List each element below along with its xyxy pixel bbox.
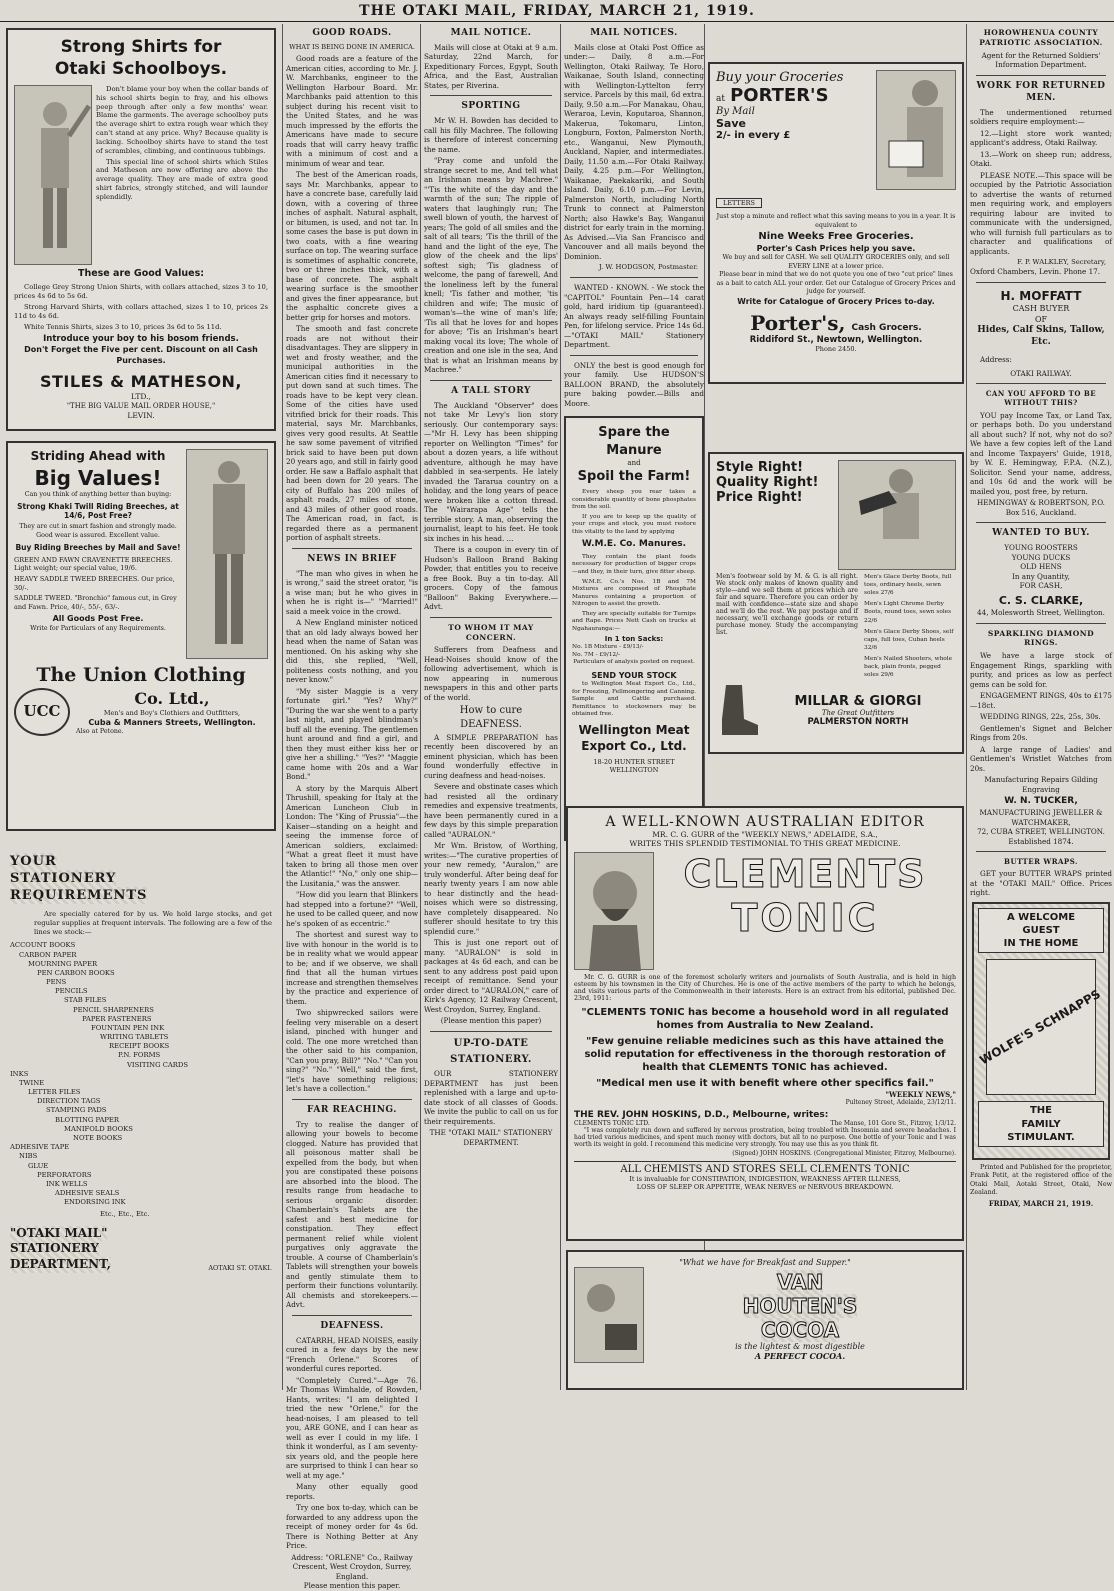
stiles-town: LEVIN.	[127, 410, 155, 420]
deafness-para-3: Many other equally good reports.	[286, 1482, 418, 1501]
stationery-item: STAMPING PADS	[46, 1106, 107, 1115]
stationery-item: PEN CARBON BOOKS	[37, 968, 115, 977]
work-address: Oxford Chambers, Levin. Phone 17.	[970, 267, 1101, 276]
porters-p2: We buy and sell for CASH. We sell QUALITY GROCERIES only, and sell EVERY LINE at a lower price.	[722, 254, 950, 270]
tall-story-heading: A TALL STORY	[451, 385, 531, 396]
rings-list	[970, 691, 1112, 773]
wanted-quantity: In any Quantity,	[1012, 571, 1070, 581]
stationery-item: TWINE	[19, 1078, 45, 1087]
van-houten-name-1: VAN	[776, 1269, 824, 1294]
union-buy: Buy Riding Breeches by Mail and Save!	[15, 542, 181, 552]
tonic-brand: TONIC	[731, 896, 879, 940]
ring-item: Gentlemen's Signet and Belcher Rings from 20s.	[970, 723, 1112, 743]
shirts-value-3: White Tennis Shirts, sizes 3 to 10, prices 3s 6d to 5s 11d.	[24, 323, 222, 332]
work-item-13: 13.—Work on sheep run; address, Otaki.	[970, 149, 1112, 169]
news-para-5: "How did you learn that Blinkers had stepped into a fortune?" "Well, he used to be called queer, and now he's spoken of as eccentric."	[286, 890, 418, 928]
imprint-date: FRIDAY, MARCH 21, 1919.	[988, 1199, 1094, 1209]
tax-para: YOU pay Income Tax, or Land Tax, or perhaps both. Do you understand all about such? If not, why not do so? We have a few copies left of the Land and Income Taxpayers' Guide, 1918, by W. E. Hemingway, F.P.A. (N.Z.), Solicitor. Send your name, address, and 10s 6d and the work will be mailed you, post free, by return.	[970, 410, 1112, 496]
stationery-item: MOURNING PAPER	[28, 959, 98, 968]
stationery-item: PAPER FASTENERS	[82, 1014, 152, 1023]
column-rule	[966, 24, 967, 1390]
manure-particulars: Particulars of analysis posted on request.	[573, 659, 695, 666]
manure-send: SEND YOUR STOCK	[591, 670, 677, 680]
deafness-address: Address: "ORLENE" Co., Railway Crescent, West Croydon, Surrey, England.	[291, 1552, 413, 1581]
machree-poem: "Pray come and unfold the strange secret to me, And tell what an Irishman means by Machree." "'Tis the white of the day and the warmth of the sun; The ripple of waters that laughingly run; The swell blown of youth, the harvest of years; The gold of all smiles and the salt of all tears; 'Tis the thrill of the hand and the light of the eye, The glow of the cheek and the lips' softest sigh; 'Tis gladness of welcome, the pang of farewell, And the loneliness left by the funeral knell; 'Tis father and mother, 'tis children and wife; The music of woman's—the wine of man's life; 'Tis all that he loves for and hopes for above; 'Tis an Irishman's heart making vocal its love; The whole of creation and one isle in the sea, And that is what an Irishman means by Machree."	[424, 156, 558, 375]
wanted-cash: FOR CASH,	[1019, 581, 1063, 591]
clements-quote-2: "Few genuine reliable medicines such as this have attained the solid reputation for effectiveness in the thorough restoration of health that CLEMENTS TONIC has achieved.	[584, 1036, 946, 1073]
stationery-item: FOUNTAIN PEN INK	[91, 1023, 165, 1032]
how-para-2: Severe and obstinate cases which had resisted all the ordinary remedies and expensive treatments, have been permanently cured in a few days by this simple preparation called "AURALON."	[424, 782, 558, 839]
uptodate-heading-2: STATIONERY.	[450, 1053, 532, 1065]
editor-portrait-icon	[574, 852, 654, 970]
wanted-item: YOUNG ROOSTERS	[1004, 543, 1078, 553]
clements-quote-address: Pulteney Street, Adelaide, 23/12/11.	[845, 1099, 956, 1106]
moffatt-of: OF	[1034, 314, 1048, 324]
millar-body: Men's footwear sold by M. & G. is all right. We stock only makes of known quality and style—and we sell them at prices which are fair and square. Therefore you can order by mail with confidence—state size and shape and we'll do the rest. We pay postage and if necessary, we'll exchange goods or return purchase money. Study the accompanying list.	[716, 573, 858, 636]
column-3	[424, 24, 558, 1390]
how-para-3: Mr Wm. Bristow, of Worthing, writes:—"The curative properties of your new remedy, "Auralon," are truly wonderful. After being deaf for nearly twenty years I am now able to hear distinctly and the head-noises which were so distressing, have completely disappeared. No sufferer should hesitate to try this splendid cure."	[424, 841, 558, 936]
mail-notice-para: Mails will close at Otaki at 9 a.m. Saturday, 22nd March, for Expeditionary Forces, Egypt, South Africa, and the East, Australian States, per Riverina.	[424, 42, 558, 90]
stationery-item: ENDORSING INK	[64, 1198, 126, 1207]
porters-groceries-ad	[708, 62, 964, 384]
union-title: Striding Ahead with	[30, 449, 166, 463]
union-also: Also at Petone.	[76, 728, 124, 736]
stationery-title-2: STATIONERY	[10, 871, 117, 887]
porters-cash: Porter's Cash Prices help you save.	[756, 243, 916, 253]
van-houten-name-2: HOUTEN'S	[742, 1293, 858, 1318]
clements-rev-body: "I was completely run down and suffered by nervous prostration, being troubled with Insomnia and severe headaches. I had tried various medicines, and spent much money with doctors, but all to no purpose. One bottle of your Tonic and I was worth its weight in gold. I recommend this medicine very strongly. You may use this as you think fit.	[574, 1127, 956, 1148]
masthead: THE OTAKI MAIL, FRIDAY, MARCH 21, 1919.	[0, 0, 1114, 22]
ring-item: A large range of Ladies' and Gentlemen's Wristlet Watches from 20s.	[970, 744, 1112, 773]
wolfe-top-2: GUEST	[1022, 925, 1060, 937]
union-lead: Can you think of anything better than buying:	[24, 491, 172, 499]
deafness-please: Please mention this paper.	[303, 1581, 401, 1591]
union-item-1: Strong Khaki Twill Riding Breeches, at 14/6, Post Free?	[17, 501, 179, 521]
wanted-item: YOUNG DUCKS	[1011, 552, 1071, 562]
sporting-heading: SPORTING	[461, 101, 521, 112]
stiles-ltd: LTD.,	[131, 391, 151, 401]
deafness-para-2: "Completely Cured."—Age 76. Mr Thomas Wimhalde, of Rowden, Hants, writes: "I am delighted I tried the new "Orlene," for the head-noises, I am pleased to tell you, ARE GONE, and I can hear as well as ever I could in my life. I think it wonderful, as I am seventy-six years old, and the people here are surprised to think I can hear so well at my age."	[286, 1375, 418, 1480]
work-note: PLEASE NOTE.—This space will be occupied by the Patriotic Association to advertise the wants of returned men requiring work, and employers requiring labour are invited to communicate with the undersigned, who will furnish full particulars as to character and qualifications of applicants.	[970, 170, 1112, 256]
stiles-matheson-name: STILES & MATHESON,	[39, 371, 243, 391]
butter-wraps-heading: BUTTER WRAPS.	[1004, 857, 1078, 867]
news-para-6: The shortest and surest way to live with honour in the world is to be in reality what we would appear to be; and if we observe, we shall find that all the human virtues increase and strengthen themselves by the practice and experience of them.	[286, 930, 418, 1006]
union-write: Write for Particulars of any Requirements.	[30, 624, 166, 632]
porters-p1: Just stop a minute and reflect what this saving means to you in a year. It is equivalent to	[716, 213, 956, 229]
stationery-item: NIBS	[19, 1152, 38, 1161]
wolfe-brand: WOLFE'S SCHNAPPS	[977, 986, 1104, 1068]
ring-item: ENGAGEMENT RINGS, 40s to £175 —18ct.	[970, 691, 1112, 710]
manure-tons: In 1 ton Sacks:	[604, 635, 664, 644]
porters-by-mail: By Mail	[716, 106, 755, 117]
rider-illustration-icon	[186, 449, 268, 659]
whom-para: Sufferers from Deafness and Head-Noises should know of the following advertisement, which is now appearing in numerous newspapers in this and other parts of the world.	[424, 645, 558, 702]
tax-heading: CAN YOU AFFORD TO BE WITHOUT THIS?	[985, 389, 1097, 408]
coupon-para: There is a coupon in every tin of Hudson's Balloon Brand Baking Powder, that entitles you to receive a free Book. Buy a tin to-day. All grocers. Copy of the famous "Balloon" Baking Everywhere.—Advt.	[424, 545, 558, 612]
wanted-item: OLD HENS	[1020, 562, 1062, 572]
moffatt-name: H. MOFFATT	[1000, 288, 1082, 303]
millar-item-4: Men's Nailed Shooters, whole back, plain fronts, pegged soles 29/6	[864, 655, 953, 679]
union-item-2: GREEN AND FAWN CRAVENETTE BREECHES. Light weight; our special value, 19/6.	[14, 555, 173, 573]
shirts-ad	[6, 28, 276, 431]
imprint: Printed and Published for the proprietor, Frank Petit, at the registered office of the Otaki Mail, Aotaki Street, Otaki, New Zealand.	[970, 1163, 1112, 1196]
price-right: Price Right!	[716, 490, 803, 505]
stationery-etc: Etc., Etc., Etc.	[100, 1210, 150, 1219]
union-desc: Men's and Boy's Clothiers and Outfitters,	[103, 709, 241, 718]
stationery-footer-3: DEPARTMENT,	[10, 1257, 111, 1272]
only-best-para: ONLY the best is good enough for your family. Use HUDSON'S BALLOON BRAND, the absolutely pure baking powder.—Bills and Moore.	[564, 360, 704, 408]
tucker-established: Established 1874.	[1008, 836, 1074, 846]
mail-notices-signature: J. W. HODGSON, Postmaster.	[598, 263, 698, 272]
stationery-item: PENS	[46, 978, 67, 987]
wme-firm: Wellington Meat Export Co., Ltd.	[578, 722, 690, 753]
union-firm: The Union Clothing	[36, 664, 246, 686]
boot-icon	[716, 683, 760, 737]
tall-story-para: The Auckland "Observer" does not take Mr Levy's lion story seriously. Our contemporary says:—"Mr H. Levy has been shipping reporter on Wellington "Times" for about a dozen years, a life without adventure, although he may have dabbled in sea-serpents. He lately invaded the Tararua country on a holiday, and the long years of peace were broken like a cotton thread. The "Wairarapa Age" tells the terrible story. A man, observing the journalist, leapt to his feet. He took six inches in his head. ...	[424, 400, 558, 543]
millar-tag: The Great Outfitters	[821, 708, 895, 717]
wolfe-bottom-3: STIMULANT.	[1007, 1131, 1075, 1143]
shirts-ad-title: Strong Shirts for	[60, 37, 222, 57]
wanted-to-buy-heading: WANTED TO BUY.	[992, 528, 1090, 539]
manure-p5: They are specially suitable for Turnips and Rape. Prices Nett Cash on trucks at Ngahauranga:—	[572, 610, 696, 632]
stationery-item: RECEIPT BOOKS	[109, 1042, 170, 1051]
good-roads-subheading: WHAT IS BEING DONE IN AMERICA.	[289, 42, 415, 51]
porters-save-2: 2/- in every £	[716, 130, 791, 141]
stationery-item: LETTER FILES	[28, 1088, 81, 1097]
wolfe-top-1: A WELCOME	[1006, 911, 1076, 923]
quality-right: Quality Right!	[716, 475, 819, 490]
stationery-item: VISITING CARDS	[127, 1060, 189, 1069]
manure-title-2: Spoil the Farm!	[577, 468, 691, 484]
men-footwear-illustration-icon	[838, 460, 956, 570]
porters-letters-label: LETTERS	[716, 198, 762, 208]
far-reaching-para: Try to realise the danger of allowing your bowels to become clogged. Nature has provided that all poisonous matter shall be expelled from the body, but when you are constipated these poisons are absorbed into the blood. The results range from headache to serious organic disorder. Chamberlain's Tablets are the safest and best medicine for constipation. They effect permanent relief while violent purgatives only aggravate the trouble. A course of Chamberlain's Tablets will strengthen your bowels and gently stimulate them to perform their functions voluntarily. All chemists and storekeepers.—Advt.	[286, 1119, 418, 1310]
wolfe-bottom-1: THE	[1029, 1105, 1053, 1117]
union-clothing-ad	[6, 441, 276, 831]
stationery-item: INK WELLS	[46, 1179, 88, 1188]
style-right: Style Right!	[716, 460, 804, 475]
porters-save: Save	[716, 117, 746, 130]
stationery-item: ADHESIVE TAPE	[10, 1143, 70, 1152]
column-6	[970, 24, 1112, 1390]
clements-quote-signature: "WEEKLY NEWS,"	[885, 1090, 956, 1099]
whom-heading: TO WHOM IT MAY CONCERN.	[448, 622, 534, 642]
stationery-list	[10, 941, 272, 1207]
moffatt-hides: Hides, Calf Skins, Tallow, Etc.	[977, 325, 1105, 348]
stationery-item: INKS	[10, 1069, 29, 1078]
millar-giorgi-name: MILLAR & GIORGI	[794, 693, 922, 709]
how-para-4: This is just one report out of many. "AURALON" is sold in packages at 4s 6d each, and can be sent to any address post paid upon receipt of remittance. Send your order direct to "AURALON," care of Kirk's Agency, 12 Railway Crescent, West Croydon, Surrey, England.	[424, 938, 558, 1014]
stationery-item: WRITING TABLETS	[100, 1033, 169, 1042]
work-signature: F. P. WALKLEY, Secretary,	[1017, 258, 1106, 267]
union-firm-2: Co. Ltd.,	[134, 689, 210, 709]
manure-mix-1: No. 1B Mixture - £9/13/-	[572, 644, 644, 651]
van-houten-perfect: A PERFECT COCOA.	[754, 1350, 846, 1361]
stationery-item: NOTE BOOKS	[73, 1133, 123, 1142]
schnapps-bottle-icon	[977, 959, 1104, 1095]
news-para-1: "The man who gives in when he is wrong," said the street orator, "is a wise man; but he who gives in when he is right is—" "Married!" said a meek voice in the crowd.	[286, 568, 418, 616]
porters-address: Riddiford St., Newtown, Wellington.	[749, 335, 923, 346]
stationery-title-3: REQUIREMENTS	[10, 888, 148, 904]
tucker-name: W. N. TUCKER,	[1004, 796, 1078, 807]
stiles-house: "THE BIG VALUE MAIL ORDER HOUSE,"	[66, 401, 216, 410]
how-deafness-heading: DEAFNESS.	[460, 718, 522, 730]
good-roads-heading: GOOD ROADS.	[312, 28, 392, 38]
clements-all-chemists: ALL CHEMISTS AND STORES SELL CLEMENTS TONIC	[574, 1161, 956, 1175]
manure-p1: Every sheep you rear takes a considerable quantity of bone phosphates from the soil.	[572, 489, 696, 511]
shirts-ad-title-2: Otaki Schoolboys.	[54, 59, 228, 80]
millar-item-2: Men's Light Chrome Derby Boots, round toes, sewn soles 22/6	[864, 601, 952, 624]
stationery-item: PENCIL SHARPENERS	[73, 1005, 154, 1014]
stationery-title-1: YOUR	[10, 854, 57, 869]
stationery-item: CARBON PAPER	[19, 950, 77, 959]
moffatt-address-label: Address:	[980, 355, 1012, 365]
manure-title-1: Spare the Manure	[598, 425, 670, 458]
news-para-3: "My sister Maggie is a very fortunate girl." "Yes? Why?" "During the war she went to a party last night, and played blindman's buff all the evening. The gentlemen hunt around and find a girl, and then they must either kiss her or give her a shilling." "Yes?" "Maggie came home with 20s and a War Bond."	[286, 686, 418, 782]
wme-address: 18-20 HUNTER STREET WELLINGTON	[593, 757, 675, 775]
shirts-ad-body-2: This special line of school shirts which Stiles and Matheson are now offering are above the average quality. They are made of extra good shirt fabrics, strongly stitched, and will launder splendidly.	[96, 157, 268, 201]
schoolboy-illustration-icon	[14, 85, 92, 265]
how-to-cure-heading: How to cure	[459, 705, 523, 717]
woman-letters-illustration-icon	[876, 70, 956, 190]
stationery-ad	[2, 847, 280, 1279]
ring-item: WEDDING RINGS, 22s, 25s, 30s.	[980, 712, 1101, 722]
uptodate-para: OUR STATIONERY DEPARTMENT has just been replenished with a large and up-to-date stock of all classes of Goods. We invite the public to call on us for their requirements.	[424, 1069, 558, 1126]
manure-p3: They contain the plant foods necessary for production of bigger crops—and they, in their turn, give fitter sheep.	[572, 553, 696, 575]
manure-brand: W.M.E. Co. Manures.	[581, 539, 687, 550]
van-houten-ad	[566, 1250, 964, 1390]
stationery-intro: Are specially catered for by us. We hold large stocks, and get regular supplies at frequent intervals. The following are a few of the lines we stock:—	[34, 910, 272, 937]
manure-send-2: to Wellington Meat Export Co., Ltd., for Freezing, Fellmongering and Canning. Sample and Cattle purchased. Remittance to stockowners may be obtained free.	[572, 681, 696, 718]
mail-notices-para: Mails close at Otaki Post Office as under:— Daily, 8 a.m.—For Wellington, Otaki Railway, Te Horo, Waikanae, South Island, connecting with Wellington-Lyttelton ferry service. Parcels by this mail, 6d extra. Daily, 9.50 a.m.—For Manakau, Ohau, Weraroa, Levin, Koputaroa, Shannon, Makerua, Tokomaru, Linton, Longburn, Foxton, Palmerston North, etc., Wanganui, New Plymouth, Auckland, Napier, and intermediates. Daily, 11.50 a.m.—For Otaki Railway. Daily, 4.25 p.m.—For Wellington, Waikanae, Paekakariki, and South Island. Daily, 6.10 p.m.—For Levin, Palmerston North, including North Trunk to connect at Palmerston North; also Hawke's Bay, Wanganui district for early train in the morning. As Advised.—Via San Francisco and Vancouver and all mails beyond the Dominion.	[564, 42, 704, 261]
millar-item-1: Men's Glace Derby Boots, full toes, ordinary heels, sewn soles 27/6	[864, 574, 952, 597]
clements-intro: Mr. C. G. GURR is one of the foremost scholarly writers and journalists of South Australia, and is held in high esteem by his townsmen in the City of Churches. He is one of the active members of the party to which he belongs, and visits various parts of the Commonwealth in their interests. Here is an extract from his editorial, published Dec. 23rd, 1911:	[574, 974, 956, 1002]
deafness-heading: DEAFNESS.	[320, 1320, 384, 1331]
wme-manure-ad	[564, 416, 704, 841]
clements-rev-company: CLEMENTS TONIC LTD.	[574, 1120, 650, 1127]
good-roads-para-2: The best of the American roads, says Mr. Marchbanks, appear to have a concrete base, carefully laid down, with a covering of three inches of asphalt. Natural asphalt, or bitumen, is used, and not tar. In some cases the base is put down in two coats, with a fine wearing surface on top. The wearing surface is sometimes of asphaltic concrete, two or three inches thick, with a base of concrete. The asphalt wearing surface is the smoother and gives the finer appearance, but the asphaltic concrete gives a better grip for horses and motors.	[286, 170, 418, 322]
union-post-free: All Goods Post Free.	[52, 614, 144, 624]
porters-write: Write for Catalogue of Grocery Prices to-day.	[737, 296, 935, 306]
wolfes-schnapps-ad	[972, 902, 1110, 1160]
clarke-address: 44, Molesworth Street, Wellington.	[977, 608, 1105, 618]
work-item-12: 12.—Light store work wanted; applicant's address, Otaki Railway.	[970, 128, 1112, 148]
good-roads-para-1: Good roads are a feature of the American cities, according to Mr. J. W. Marchbanks, engineer to the Wellington Harbour Board. Mr. Marchbanks paid attention to this subject during his recent visit to the United States, and he was much impressed by the efforts the Americans have made to secure roads that will carry heavy traffic with a minimum of cost and a minimum of wear and tear.	[286, 54, 418, 168]
clements-sub-1: MR. C. G. GURR of the "WEEKLY NEWS," ADELAIDE, S.A.,	[652, 830, 878, 839]
van-houten-name-3: COCOA	[760, 1317, 840, 1342]
mail-notice-heading: MAIL NOTICE.	[450, 28, 532, 38]
stationery-item: ACCOUNT BOOKS	[10, 941, 76, 950]
uptodate-heading: UP-TO-DATE	[453, 1037, 529, 1049]
clements-brand: CLEMENTS	[683, 852, 927, 896]
stationery-item: STAB FILES	[64, 996, 107, 1005]
van-houten-top: "What we have for Breakfast and Supper."	[679, 1258, 851, 1267]
clements-sub-2: WRITES THIS SPLENDID TESTIMONIAL TO THIS GREAT MEDICINE.	[629, 839, 901, 848]
cocoa-cup-icon	[574, 1267, 644, 1363]
wolfe-top-3: IN THE HOME	[1003, 938, 1079, 950]
sporting-para: Mr W. H. Bowden has decided to call his filly Machree. The following is therefore of interest concerning the name.	[424, 116, 558, 154]
news-para-2: A New England minister noticed that an old lady always bowed her head when the name of Satan was mentioned. On his asking why she did this, she replied, "Well, politeness costs nothing, and you never know."	[286, 618, 418, 685]
porters-nine-weeks: Nine Weeks Free Groceries.	[758, 231, 914, 242]
tucker-desc: MANUFACTURING JEWELLER & WATCHMAKER,	[979, 808, 1103, 827]
patriotic-agent: Agent for the Returned Soldiers' Information Department.	[981, 50, 1101, 70]
tax-signature: HEMINGWAY & ROBERTSON, P.O. Box 516, Auckland.	[977, 498, 1105, 517]
clements-invaluable-2: LOSS OF SLEEP OR APPETITE, WEAK NERVES or NERVOUS BREAKDOWN.	[636, 1183, 894, 1191]
union-title-2: Big Values!	[34, 465, 162, 490]
manure-p2: If you are to keep up the quality of your crops and stock, you must restore this vitality to the land by applying	[572, 513, 696, 535]
how-please: (Please mention this paper)	[440, 1016, 542, 1026]
union-item-1b: They are cut in smart fashion and strongly made. Good wear is assured. Excellent value.	[19, 523, 177, 539]
clements-quote-3: "Medical men use it with benefit where other specifics fail."	[596, 1078, 934, 1089]
manure-mix-2: No. 7M - £9/12/-	[572, 651, 621, 658]
work-returned-heading: WORK FOR RETURNED MEN.	[976, 80, 1106, 103]
shirts-discount: Don't Forget the Five per cent. Discount on all Cash Purchases.	[24, 345, 258, 366]
porters-firm-2: Cash Grocers.	[851, 323, 922, 334]
stationery-item: GLUE	[28, 1161, 49, 1170]
diamond-para: We have a large stock of Engagement Rings, sparkling with purity, and prices as low as perfect gems can be sold for.	[970, 651, 1112, 689]
patriotic-assoc-heading: HOROWHENUA COUNTY PATRIOTIC ASSOCIATION.	[979, 28, 1103, 47]
stationery-footer-1: "OTAKI MAIL"	[10, 1225, 108, 1240]
butter-wraps-para: GET your BUTTER WRAPS printed at the "OTAKI MAIL" Office. Prices right.	[970, 869, 1112, 898]
millar-item-3: Men's Glace Derby Shoes, self caps, full toes, Cuban heels 32/6	[864, 628, 954, 651]
work-para: The undermentioned returned soldiers require employment:—	[970, 107, 1112, 127]
clements-invaluable-1: It is invaluable for CONSTIPATION, INDIGESTION, WEAKNESS AFTER ILLNESS,	[629, 1175, 901, 1183]
clements-quote-1: "CLEMENTS TONIC has become a household word in all regulated homes from Australia to New Zealand.	[581, 1007, 949, 1031]
news-para-4: A story by the Marquis Albert Thrushill, speaking for Italy at the American Luncheon Club in London: The "King of Prussia"—the Kaiser—standing on a height and seeing the immense force of American soldiers, exclaimed: "What a great fleet it must have taken to bring all those men over the Atlantic!" "No," only one ship—the Lusitania," was the answer.	[286, 783, 418, 888]
shirts-intro: Introduce your boy to his bosom friends.	[43, 334, 239, 345]
porters-phone: Phone 2450.	[815, 345, 857, 354]
porters-buy: Buy your Groceries	[716, 70, 844, 85]
stationery-footer-2: STATIONERY	[10, 1241, 99, 1256]
van-houten-tagline: is the lightest & most digestible	[735, 1341, 865, 1351]
union-logo-icon: UCC	[14, 688, 70, 736]
wanted-list	[970, 543, 1112, 572]
clarke-name: C. S. CLARKE,	[998, 593, 1084, 607]
moffatt-address: OTAKI RAILWAY.	[1010, 368, 1072, 378]
clements-rev: THE REV. JOHN HOSKINS, D.D., Melbourne, writes:	[574, 1110, 829, 1120]
shirts-value-2: Strong Harvard Shirts, with collars attached, sizes 1 to 10, prices 2s 11d to 4s 6d.	[14, 303, 268, 321]
column-2	[286, 24, 418, 1591]
column-rule	[560, 24, 561, 1390]
porters-name: PORTER'S	[730, 85, 829, 106]
deafness-para-1: CATARRH, HEAD NOISES, easily cured in a few days by the new "French Orlene." Scores of wonderful cures reported.	[286, 1335, 418, 1374]
far-reaching-heading: FAR REACHING.	[307, 1104, 397, 1115]
clements-rev-address: The Manse, 101 Gore St., Fitzroy, 1/3/12.	[830, 1120, 956, 1127]
stationery-item: PENCILS	[55, 987, 88, 996]
stationery-item: DIRECTION TAGS	[37, 1097, 101, 1106]
clements-rev-signature: (Signed) JOHN HOSKINS. (Congregational Minister, Fitzroy, Melbourne).	[732, 1150, 956, 1157]
clements-head: A WELL-KNOWN AUSTRALIAN EDITOR	[605, 814, 925, 830]
porters-p3: Please bear in mind that we do not quote you one of two "cut price" lines as a bait to catch ALL your order. Get our Catalogue of Grocery Prices and judge for yourself.	[716, 271, 956, 296]
porters-firm: Porter's,	[750, 311, 846, 336]
stationery-item: MANIFOLD BOOKS	[64, 1124, 133, 1133]
union-addr: Cuba & Manners Streets, Wellington.	[88, 717, 256, 727]
stationery-address: AOTAKI ST. OTAKI.	[208, 1264, 272, 1273]
moffatt-cash-buyer: CASH BUYER	[1012, 304, 1070, 314]
clements-tonic-ad	[566, 806, 964, 1241]
wolfe-bottom-2: FAMILY	[1021, 1118, 1061, 1130]
manure-p4: W.M.E. Co.'s Nos. 1B and 7M Mixtures are composed of Phosphate Manures containing a proportion of Nitrogen to assist the growth.	[572, 578, 696, 608]
union-item-4: SADDLE TWEED. "Bronchio" famous cut, in Grey and Fawn. Price, 40/-, 55/-, 63/-.	[14, 594, 177, 611]
stationery-item: PERFORATORS	[37, 1170, 92, 1179]
shirts-ad-body: Don't blame your boy when the collar bands of his school shirts begin to fray, and his elbows peep through after only a few months' wear. Blame the garments. The average schoolboy puts the average shirt to extra rough wear which they can't stand at any price. Why? Because quality is lacking. Schoolboy shirts have to stand the test of scrambles, climbing, and continuous tubbings.	[96, 84, 268, 155]
deafness-para-4: Try one box to-day, which can be forwarded to any address upon the receipt of money order for 4s 6d. There is Nothing Better at Any Price.	[286, 1503, 418, 1551]
column-rule	[420, 24, 421, 1390]
millar-giorgi-ad	[708, 452, 964, 754]
news-in-brief-heading: NEWS IN BRIEF	[307, 553, 397, 564]
tucker-services: Manufacturing Repairs Gilding Engraving	[984, 775, 1098, 794]
mail-notices-heading: MAIL NOTICES.	[590, 28, 678, 38]
column-1	[2, 24, 280, 1390]
shirts-values-head: These are Good Values:	[77, 267, 205, 279]
stationery-item: ADHESIVE SEALS	[55, 1189, 120, 1198]
union-item-3: HEAVY SADDLE TWEED BREECHES. Our price, 30/-.	[14, 574, 175, 592]
wanted-known-para: WANTED - KNOWN. - We stock the "CAPITOL" Fountain Pen—14 carat gold, hard iridium tip (guaranteed). An always ready self-filling Fountain Pen, for lifelong service. Price 14s 6d.—"OTAKI MAIL" Stationery Department.	[564, 283, 704, 350]
shirts-value-1: College Grey Strong Union Shirts, with collars attached, sizes 3 to 10, prices 4s 6d to 5s 6d.	[14, 283, 268, 301]
stationery-item: P.N. FORMS	[118, 1051, 161, 1060]
news-para-7: Two shipwrecked sailors were feeling very miserable on a desert island, pinched with hunger and cold. The one more wretched than the other said to his companion, "Can you pray, Bill?" "No." "Can you sing?" "No." "Well," said the first, "let's have something religious; let's have a collection."	[286, 1008, 418, 1094]
manure-and: and	[627, 458, 641, 467]
millar-address: PALMERSTON NORTH	[807, 716, 909, 727]
column-rule	[282, 24, 283, 1390]
porters-at: at	[716, 94, 725, 104]
good-roads-para-3: The smooth and fast concrete roads are not without their disadvantages. They are slippery in wet and frosty weather, and the municipal authorities in the American cities find it necessary to put down sand at such times. The roads have to be kept very clean. Some of the cities have used vitrified brick for their roads. This material, says Mr. Marchbanks, gives very good results. At Seattle he saw some pavement of vitrified brick said to have been put down 20 years ago, and still in fairly good order. He saw a Baffalo asphalt that had been down for 20 years. The city of Buffalo has 200 miles of asphalt roads, 27 miles of stone, and 43 miles of other good roads. The American road, in fact, is regarded there as a permanent portion of asphalt streets.	[286, 324, 418, 543]
diamond-heading: SPARKLING DIAMOND RINGS.	[987, 628, 1095, 648]
stationery-item: BLOTTING PAPER	[55, 1115, 120, 1124]
how-para-1: A SIMPLE PREPARATION has recently been discovered by an eminent physician, which has been found wonderfully effective in curing deafness and head-noises.	[424, 732, 558, 780]
uptodate-signature: THE "OTAKI MAIL" STATIONERY DEPARTMENT.	[429, 1128, 553, 1147]
tucker-address: 72, CUBA STREET, WELLINGTON.	[977, 827, 1105, 837]
